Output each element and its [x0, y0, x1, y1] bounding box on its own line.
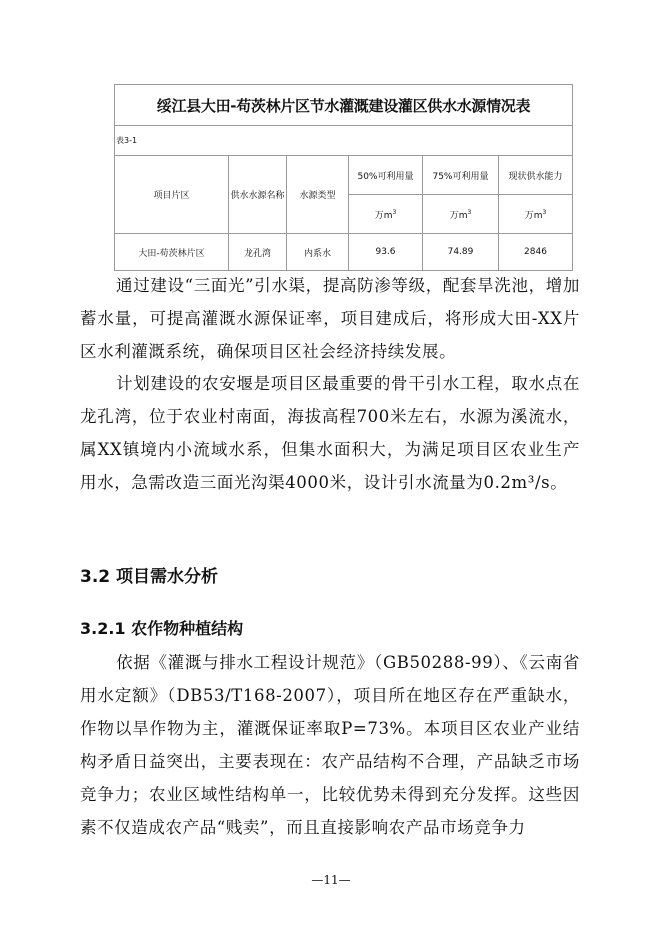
- cell-p50: 93.6: [349, 234, 423, 271]
- header-area: 项目片区: [115, 156, 229, 234]
- unit-label: 万m: [449, 210, 468, 221]
- unit-cell: [499, 195, 573, 234]
- unit-sup: 3: [542, 208, 547, 216]
- paragraph-text: 计划建设的农安堰是项目区最重要的骨干引水工程，取水点在龙孔湾，位于农业村南面，海拔高程700米左右，水源为溪流水，属XX镇境内小流域水系，但集水面积大，为满足项目区农业生产用水，急需改造三面光沟渠4000米，设计引水流量为0.2m³/s。: [80, 374, 580, 492]
- paragraph-weir-project: [80, 367, 580, 499]
- paragraph-crop-structure: [80, 646, 580, 844]
- header-source-type: 水源类型: [287, 156, 349, 234]
- unit-sup: 3: [392, 208, 397, 216]
- page-number: —11—: [311, 873, 351, 887]
- cell-source-name: 龙孔湾: [229, 234, 287, 271]
- header-p50: 50%可利用量: [349, 156, 423, 195]
- header-capacity: 现状供水能力: [499, 156, 573, 195]
- cell-p75: 74.89: [423, 234, 499, 271]
- table-title: 绥江县大田-苟茨林片区节水灌溉建设灌区供水水源情况表: [115, 85, 573, 126]
- header-p75: 75%可利用量: [423, 156, 499, 195]
- header-source-name: 供水水源名称: [229, 156, 287, 234]
- paragraph-text: 依据《灌溉与排水工程设计规范》（GB50288-99）、《云南省用水定额》（DB53/T168-2007），项目所在地区存在严重缺水，作物以旱作物为主，灌溉保证率取P=73%。本项目区农业产业结构矛盾日益突出，主要表现在：农产品结构不合理，产品缺乏市场竞争力；农业区域性结构单一，比较优势未得到充分发挥。这些因素不仅造成农产品“贱卖”，而且直接影响农产品市场竞争力: [80, 653, 580, 837]
- subsection-heading: 3.2.1 农作物种植结构: [80, 619, 244, 638]
- section-heading: 3.2 项目需水分析: [80, 567, 219, 587]
- paragraph-text: 通过建设“三面光”引水渠，提高防渗等级，配套旱洗池，增加蓄水量，可提高灌溉水源保证率，项目建成后，将形成大田-XX片区水利灌溉系统，确保项目区社会经济持续发展。: [80, 276, 580, 361]
- cell-source-type: 内系水: [287, 234, 349, 271]
- paragraph-irrigation-channel: [80, 269, 580, 368]
- cell-area: 大田-苟茨林片区: [115, 234, 229, 271]
- unit-label: 万m: [524, 210, 543, 221]
- unit-cell: [349, 195, 423, 234]
- unit-label: 万m: [374, 210, 393, 221]
- cell-capacity: 2846: [499, 234, 573, 271]
- unit-sup: 3: [467, 208, 472, 216]
- table-number: 表3-1: [115, 126, 573, 156]
- water-source-table: [114, 84, 573, 271]
- unit-cell: [423, 195, 499, 234]
- table-row: [115, 234, 573, 271]
